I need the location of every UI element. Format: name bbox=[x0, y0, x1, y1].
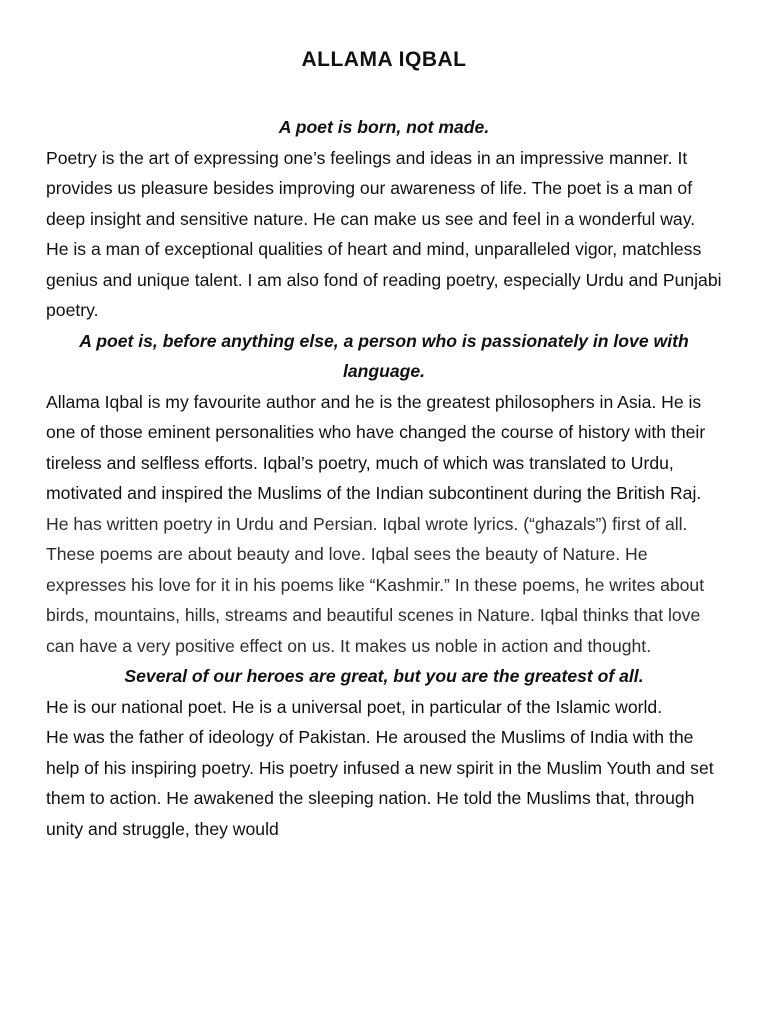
document-page bbox=[46, 48, 722, 844]
document-title: ALLAMA IQBAL bbox=[301, 48, 467, 71]
quote-poet-born: A poet is born, not made. bbox=[278, 117, 490, 137]
paragraph-favourite-author-part1: Allama Iqbal is my favourite author and he is the greatest philosophers in Asia. He is one of those eminent personalities who have changed the course of history with their tireless and selfless efforts. Iqbal’s poetry, much of which was translated to Urdu, motivated and inspired the Muslims of the Indian subcontinent during the British Raj. bbox=[46, 391, 706, 503]
quote-greatest-hero: Several of our heroes are great, but you are the greatest of all. bbox=[124, 666, 644, 686]
quote-poet-language: A poet is, before anything else, a person who is passionately in love with language. bbox=[79, 330, 689, 381]
paragraph-favourite-author bbox=[46, 387, 722, 662]
paragraph-father-of-ideology: He was the father of ideology of Pakistan. He aroused the Muslims of India with the help of his inspiring poetry. His poetry infused a new spirit in the Muslim Youth and set them to action. He awakened the sleeping nation. He told the Muslims that, through unity and struggle, they would bbox=[46, 727, 714, 839]
paragraph-favourite-author-part2: He has written poetry in Urdu and Persian. Iqbal wrote lyrics. (“ghazals”) first of all. These poems are about beauty and love. Iqbal sees the beauty of Nature. He expresses his love for it in his poems like “Kashmir.” In these poems, he writes about birds, mountains, hills, streams and beautiful scenes in Nature. Iqbal thinks that love can have a very positive effect on us. It makes us noble in action and thought. bbox=[46, 513, 705, 656]
paragraph-national-poet: He is our national poet. He is a universal poet, in particular of the Islamic world. bbox=[46, 696, 663, 717]
paragraph-poetry-definition: Poetry is the art of expressing one’s feelings and ideas in an impressive manner. It provides us pleasure besides improving our awareness of life. The poet is a man of deep insight and sensitive nature. He can make us see and feel in a wonderful way. He is a man of exceptional qualities of heart and mind, unparalleled vigor, matchless genius and unique talent. I am also fond of reading poetry, especially Urdu and Punjabi poetry. bbox=[46, 147, 722, 320]
